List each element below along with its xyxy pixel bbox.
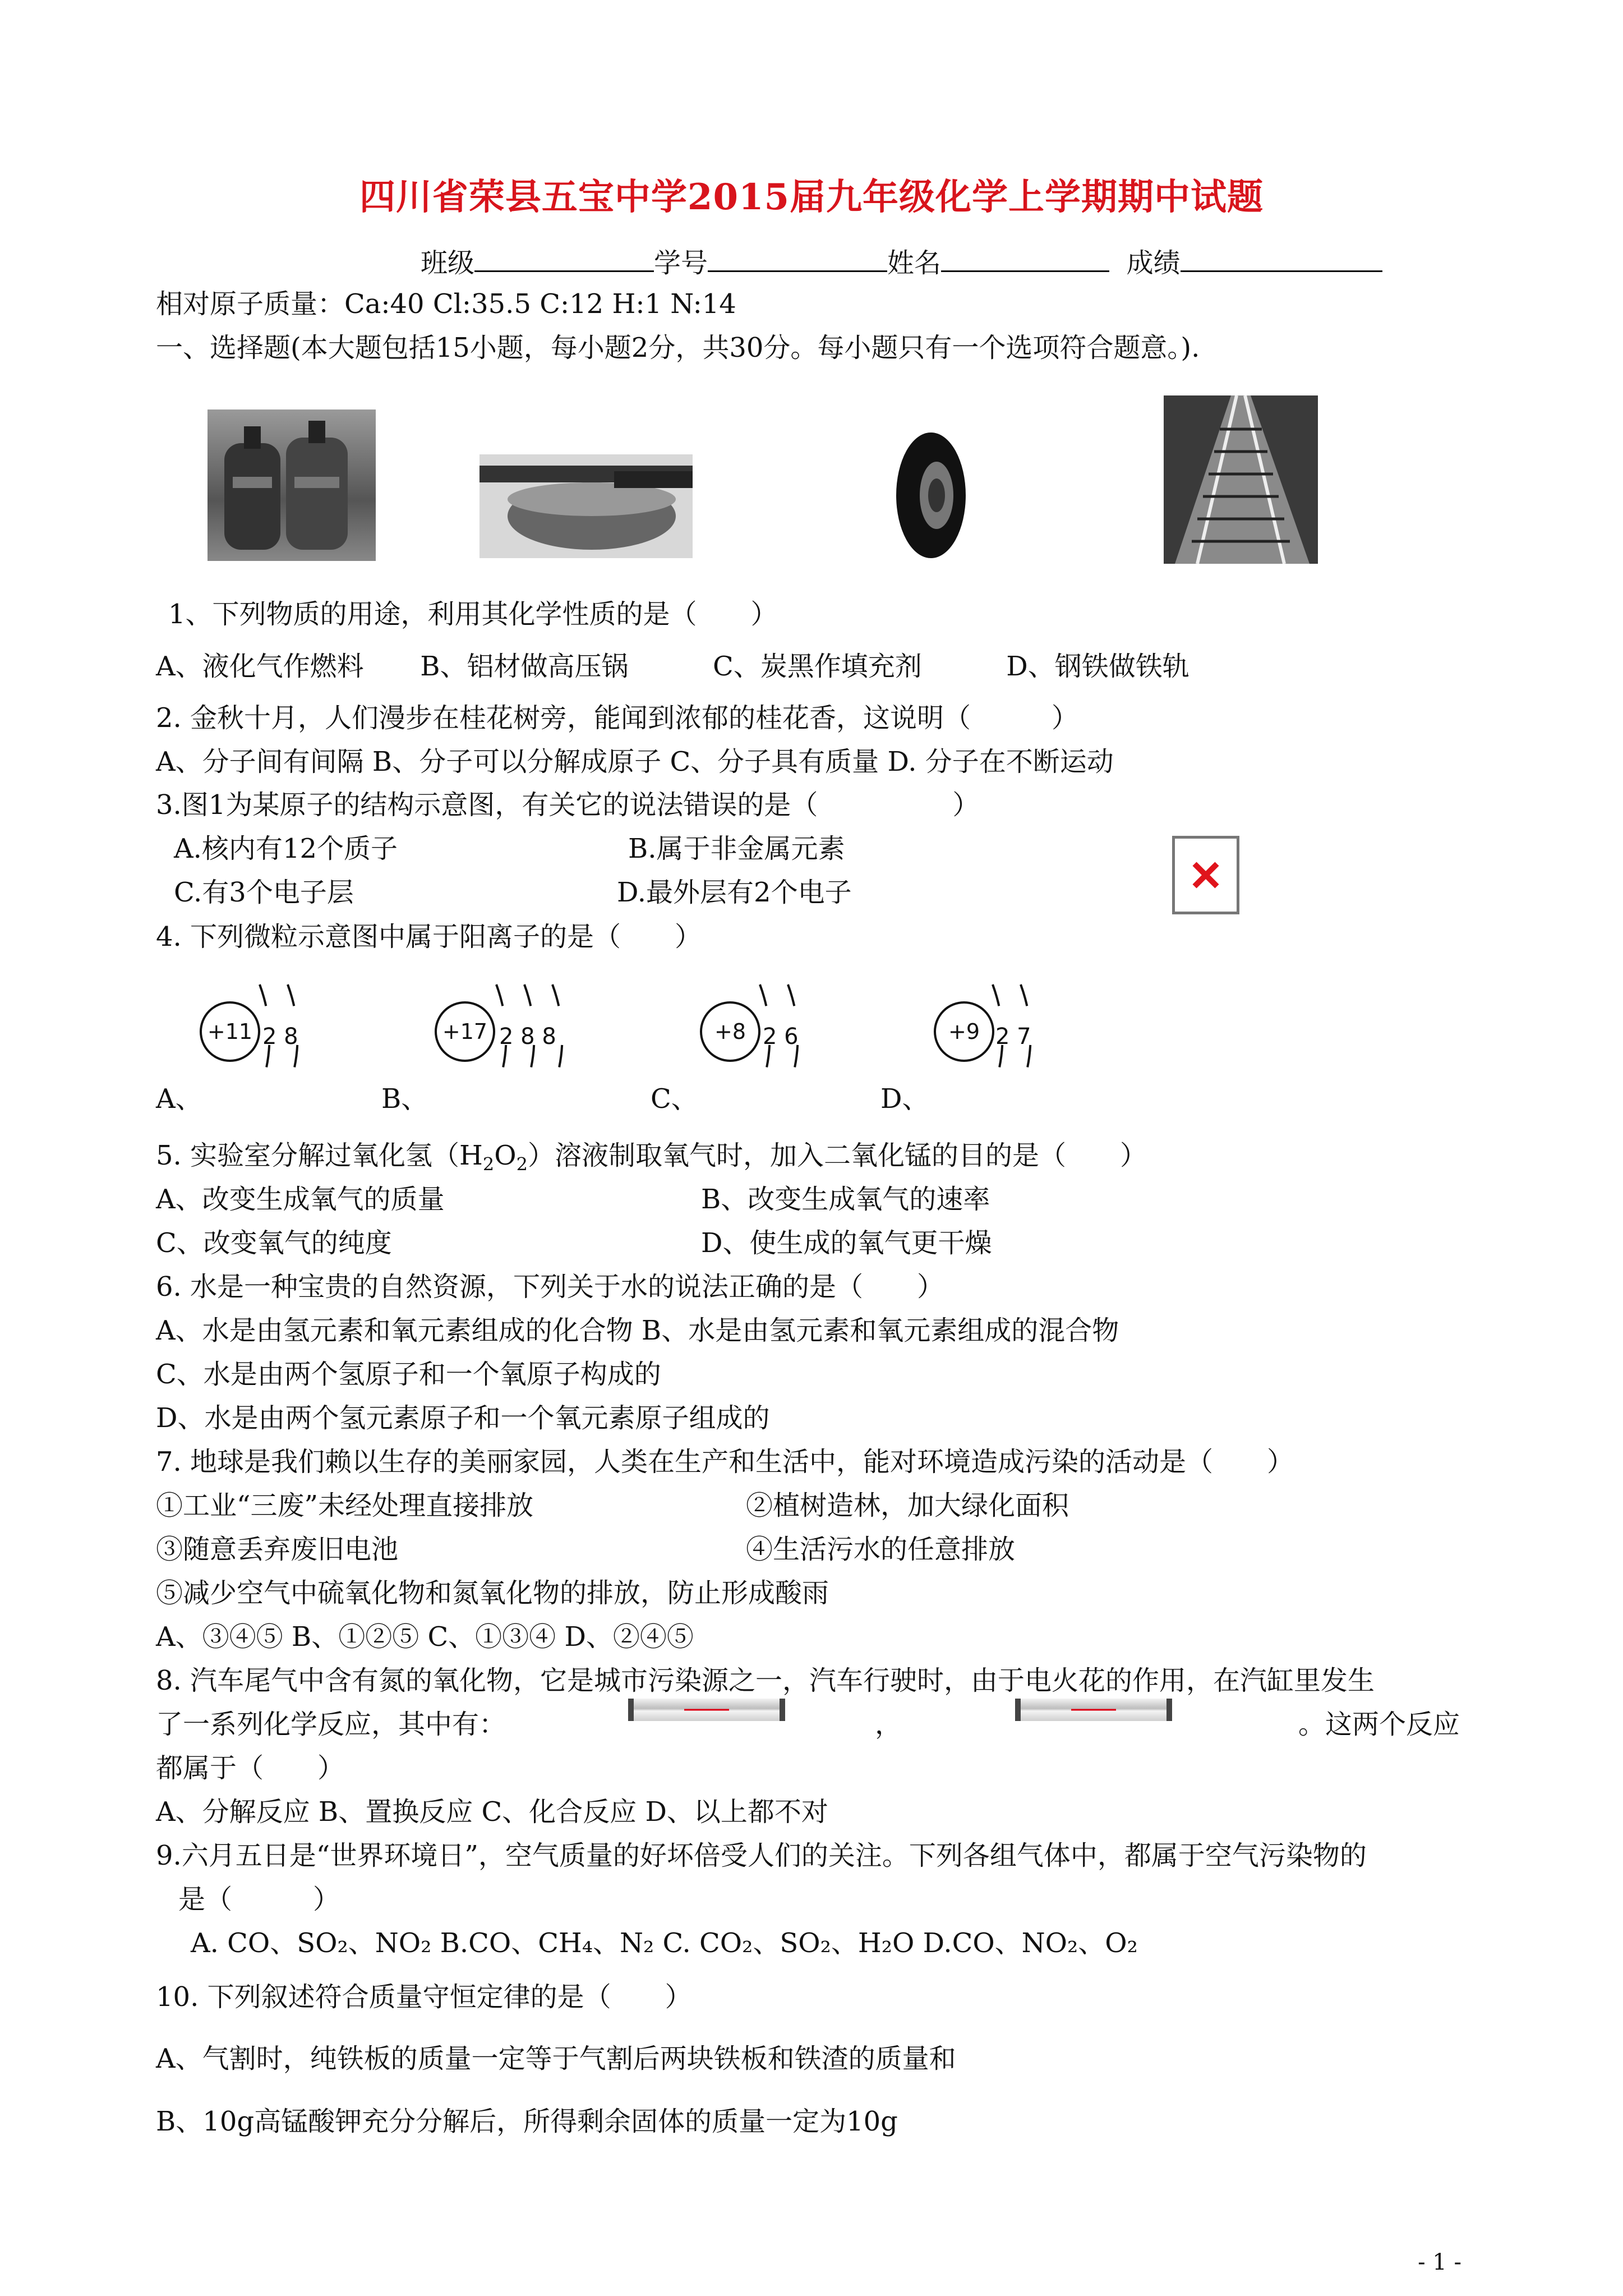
- score-blank[interactable]: [1181, 246, 1382, 272]
- q10-option-b[interactable]: B、10g高锰酸钾充分分解后，所得剩余固体的质量一定为10g: [156, 2106, 898, 2137]
- q3-option-c[interactable]: C.有3个电子层: [174, 877, 354, 908]
- q8-options[interactable]: A、分解反应 B、置换反应 C、化合反应 D、以上都不对: [156, 1796, 828, 1828]
- atomic-mass-line: 相对原子质量：Ca:40 Cl:35.5 C:12 H:1 N:14: [156, 288, 736, 320]
- q9-options[interactable]: A. CO、SO₂、NO₂ B.CO、CH₄、N₂ C. CO₂、SO₂、H₂O D.CO、NO₂、O₂: [191, 1927, 1138, 1959]
- q3-option-d[interactable]: D.最外层有2个电子: [617, 877, 852, 908]
- class-label: 班级: [421, 247, 475, 279]
- q1-stem: 1、下列物质的用途，利用其化学性质的是（ ）: [168, 599, 778, 630]
- name-blank[interactable]: [941, 246, 1109, 272]
- tire-photo: [889, 429, 973, 561]
- q2-options[interactable]: A、分子间有间隔 B、分子可以分解成原子 C、分子具有质量 D. 分子在不断运动: [156, 746, 1114, 777]
- shell-arc-icon: [494, 982, 516, 1094]
- atom-b-label: B、: [381, 1083, 428, 1115]
- q6-stem: 6. 水是一种宝贵的自然资源，下列关于水的说法正确的是（ ）: [156, 1271, 944, 1303]
- atom-c-nucleus: +8: [700, 1001, 760, 1062]
- gas-cylinders-photo: [208, 409, 376, 561]
- q7-item-3: ③随意丢弃废旧电池: [156, 1534, 399, 1565]
- q7-item-4: ④生活污水的任意排放: [746, 1534, 1016, 1565]
- q7-item-5: ⑤减少空气中硫氧化物和氮氧化物的排放，防止形成酸雨: [156, 1577, 829, 1609]
- shell-arc-icon: [785, 982, 808, 1094]
- q5-subscript: 2: [482, 1153, 495, 1175]
- q9-line-1: 9.六月五日是“世界环境日”，空气质量的好坏倍受人们的关注。下列各组气体中，都属于空气污染物的: [156, 1840, 1367, 1871]
- q3-option-a[interactable]: A.核内有12个质子: [174, 833, 398, 864]
- q3-stem: 3.图1为某原子的结构示意图，有关它的说法错误的是（ ）: [156, 789, 980, 821]
- q9-line-2: 是（ ）: [178, 1884, 340, 1915]
- atom-diagram-d[interactable]: [880, 976, 1105, 1115]
- q5-option-a[interactable]: A、改变生成氧气的质量: [156, 1184, 445, 1215]
- page-number: - 1 -: [1418, 2249, 1461, 2275]
- q6-option-d[interactable]: D、水是由两个氢元素原子和一个氧元素原子组成的: [156, 1402, 770, 1434]
- atom-diagram-c[interactable]: [651, 976, 875, 1115]
- shell-arc-icon: [1018, 982, 1040, 1094]
- section-heading: 一、选择题(本大题包括15小题，每小题2分，共30分。每小题只有一个选项符合题意。).: [156, 332, 1200, 364]
- q5-option-b[interactable]: B、改变生成氧气的速率: [701, 1184, 990, 1215]
- atom-a-label: A、: [156, 1083, 202, 1115]
- q8-line-2b: 。这两个反应: [1298, 1709, 1460, 1740]
- score-label: 成绩: [1126, 247, 1181, 279]
- q7-item-1: ①工业“三废”未经处理直接排放: [156, 1490, 534, 1521]
- atom-d-label: D、: [880, 1083, 929, 1115]
- atom-d-nucleus: +9: [934, 1001, 994, 1062]
- q7-stem: 7. 地球是我们赖以生存的美丽家园，人类在生产和生活中，能对环境造成污染的活动是（ ）: [156, 1446, 1294, 1478]
- header-fields-line: [421, 246, 1382, 280]
- shell-arc-icon: [550, 982, 572, 1094]
- q5-option-c[interactable]: C、改变氧气的纯度: [156, 1227, 392, 1259]
- q6-option-c[interactable]: C、水是由两个氢原子和一个氧原子构成的: [156, 1359, 661, 1390]
- q8-line-2a: 了一系列化学反应，其中有：: [156, 1709, 506, 1740]
- class-blank[interactable]: [474, 246, 654, 272]
- atom-diagram-a[interactable]: [156, 976, 380, 1115]
- q1-option-d[interactable]: D、钢铁做铁轨: [1006, 651, 1189, 682]
- q6-options-ab[interactable]: A、水是由氢元素和氧元素组成的化合物 B、水是由氢元素和氧元素组成的混合物: [156, 1315, 1119, 1346]
- q1-option-b[interactable]: B、铝材做高压锅: [420, 651, 629, 682]
- atom-c-shells: 2 6: [763, 1024, 799, 1050]
- atom-c-label: C、: [651, 1083, 698, 1115]
- q10-option-a[interactable]: A、气割时，纯铁板的质量一定等于气割后两块铁板和铁渣的质量和: [156, 2043, 956, 2074]
- q2-stem: 2. 金秋十月，人们漫步在桂花树旁，能闻到浓郁的桂花香，这说明（ ）: [156, 702, 1079, 734]
- shell-arc-icon: [990, 982, 1012, 1094]
- reaction-equation-image-1: [628, 1699, 785, 1721]
- reaction-equation-image-2: [1015, 1699, 1172, 1721]
- q7-item-2: ②植树造林，加大绿化面积: [746, 1490, 1069, 1521]
- shell-arc-icon: [522, 982, 544, 1094]
- q5-stem-part: 5. 实验室分解过氧化氢（H: [156, 1140, 483, 1171]
- q1-options: [156, 650, 1189, 683]
- q5-stem: [156, 1139, 1147, 1181]
- atom-d-shells: 2 7: [995, 1024, 1031, 1050]
- exam-title: 四川省荣县五宝中学2015届九年级化学上学期期中试题: [359, 176, 1264, 218]
- q5-subscript: 2: [516, 1153, 528, 1175]
- shell-arc-icon: [757, 982, 780, 1094]
- q8-comma: ，: [875, 1709, 902, 1740]
- pressure-cooker-photo: [479, 454, 693, 558]
- atom-a-shells: 2 8: [262, 1024, 298, 1050]
- name-label: 姓名: [887, 247, 942, 279]
- q8-line-3: 都属于（ ）: [156, 1752, 345, 1784]
- atom-b-nucleus: +17: [435, 1001, 495, 1062]
- q4-stem: 4. 下列微粒示意图中属于阳离子的是（ ）: [156, 921, 702, 953]
- atom-b-shells: 2 8 8: [499, 1024, 556, 1050]
- atom-a-nucleus: +11: [200, 1001, 260, 1062]
- number-label: 学号: [654, 247, 708, 279]
- q7-options[interactable]: A、③④⑤ B、①②⑤ C、①③④ D、②④⑤: [156, 1621, 694, 1653]
- atom-diagram-b[interactable]: [381, 976, 634, 1115]
- q1-option-c[interactable]: C、炭黑作填充剂: [713, 651, 922, 682]
- broken-image-icon: [1172, 836, 1239, 914]
- number-blank[interactable]: [708, 246, 887, 272]
- shell-arc-icon: [285, 982, 307, 1094]
- railway-track-photo: [1164, 395, 1318, 564]
- q5-stem-part: O: [494, 1140, 517, 1171]
- q3-option-b[interactable]: B.属于非金属元素: [628, 833, 845, 864]
- shell-arc-icon: [257, 982, 279, 1094]
- q5-option-d[interactable]: D、使生成的氧气更干燥: [701, 1227, 992, 1259]
- q10-stem: 10. 下列叙述符合质量守恒定律的是（ ）: [156, 1981, 692, 2013]
- q8-line-1: 8. 汽车尾气中含有氮的氧化物，它是城市污染源之一，汽车行驶时，由于电火花的作用，在汽缸里发生: [156, 1665, 1375, 1696]
- q5-stem-part: ）溶液制取氧气时，加入二氧化锰的目的是（ ）: [528, 1140, 1147, 1171]
- q1-option-a[interactable]: A、液化气作燃料: [156, 651, 364, 682]
